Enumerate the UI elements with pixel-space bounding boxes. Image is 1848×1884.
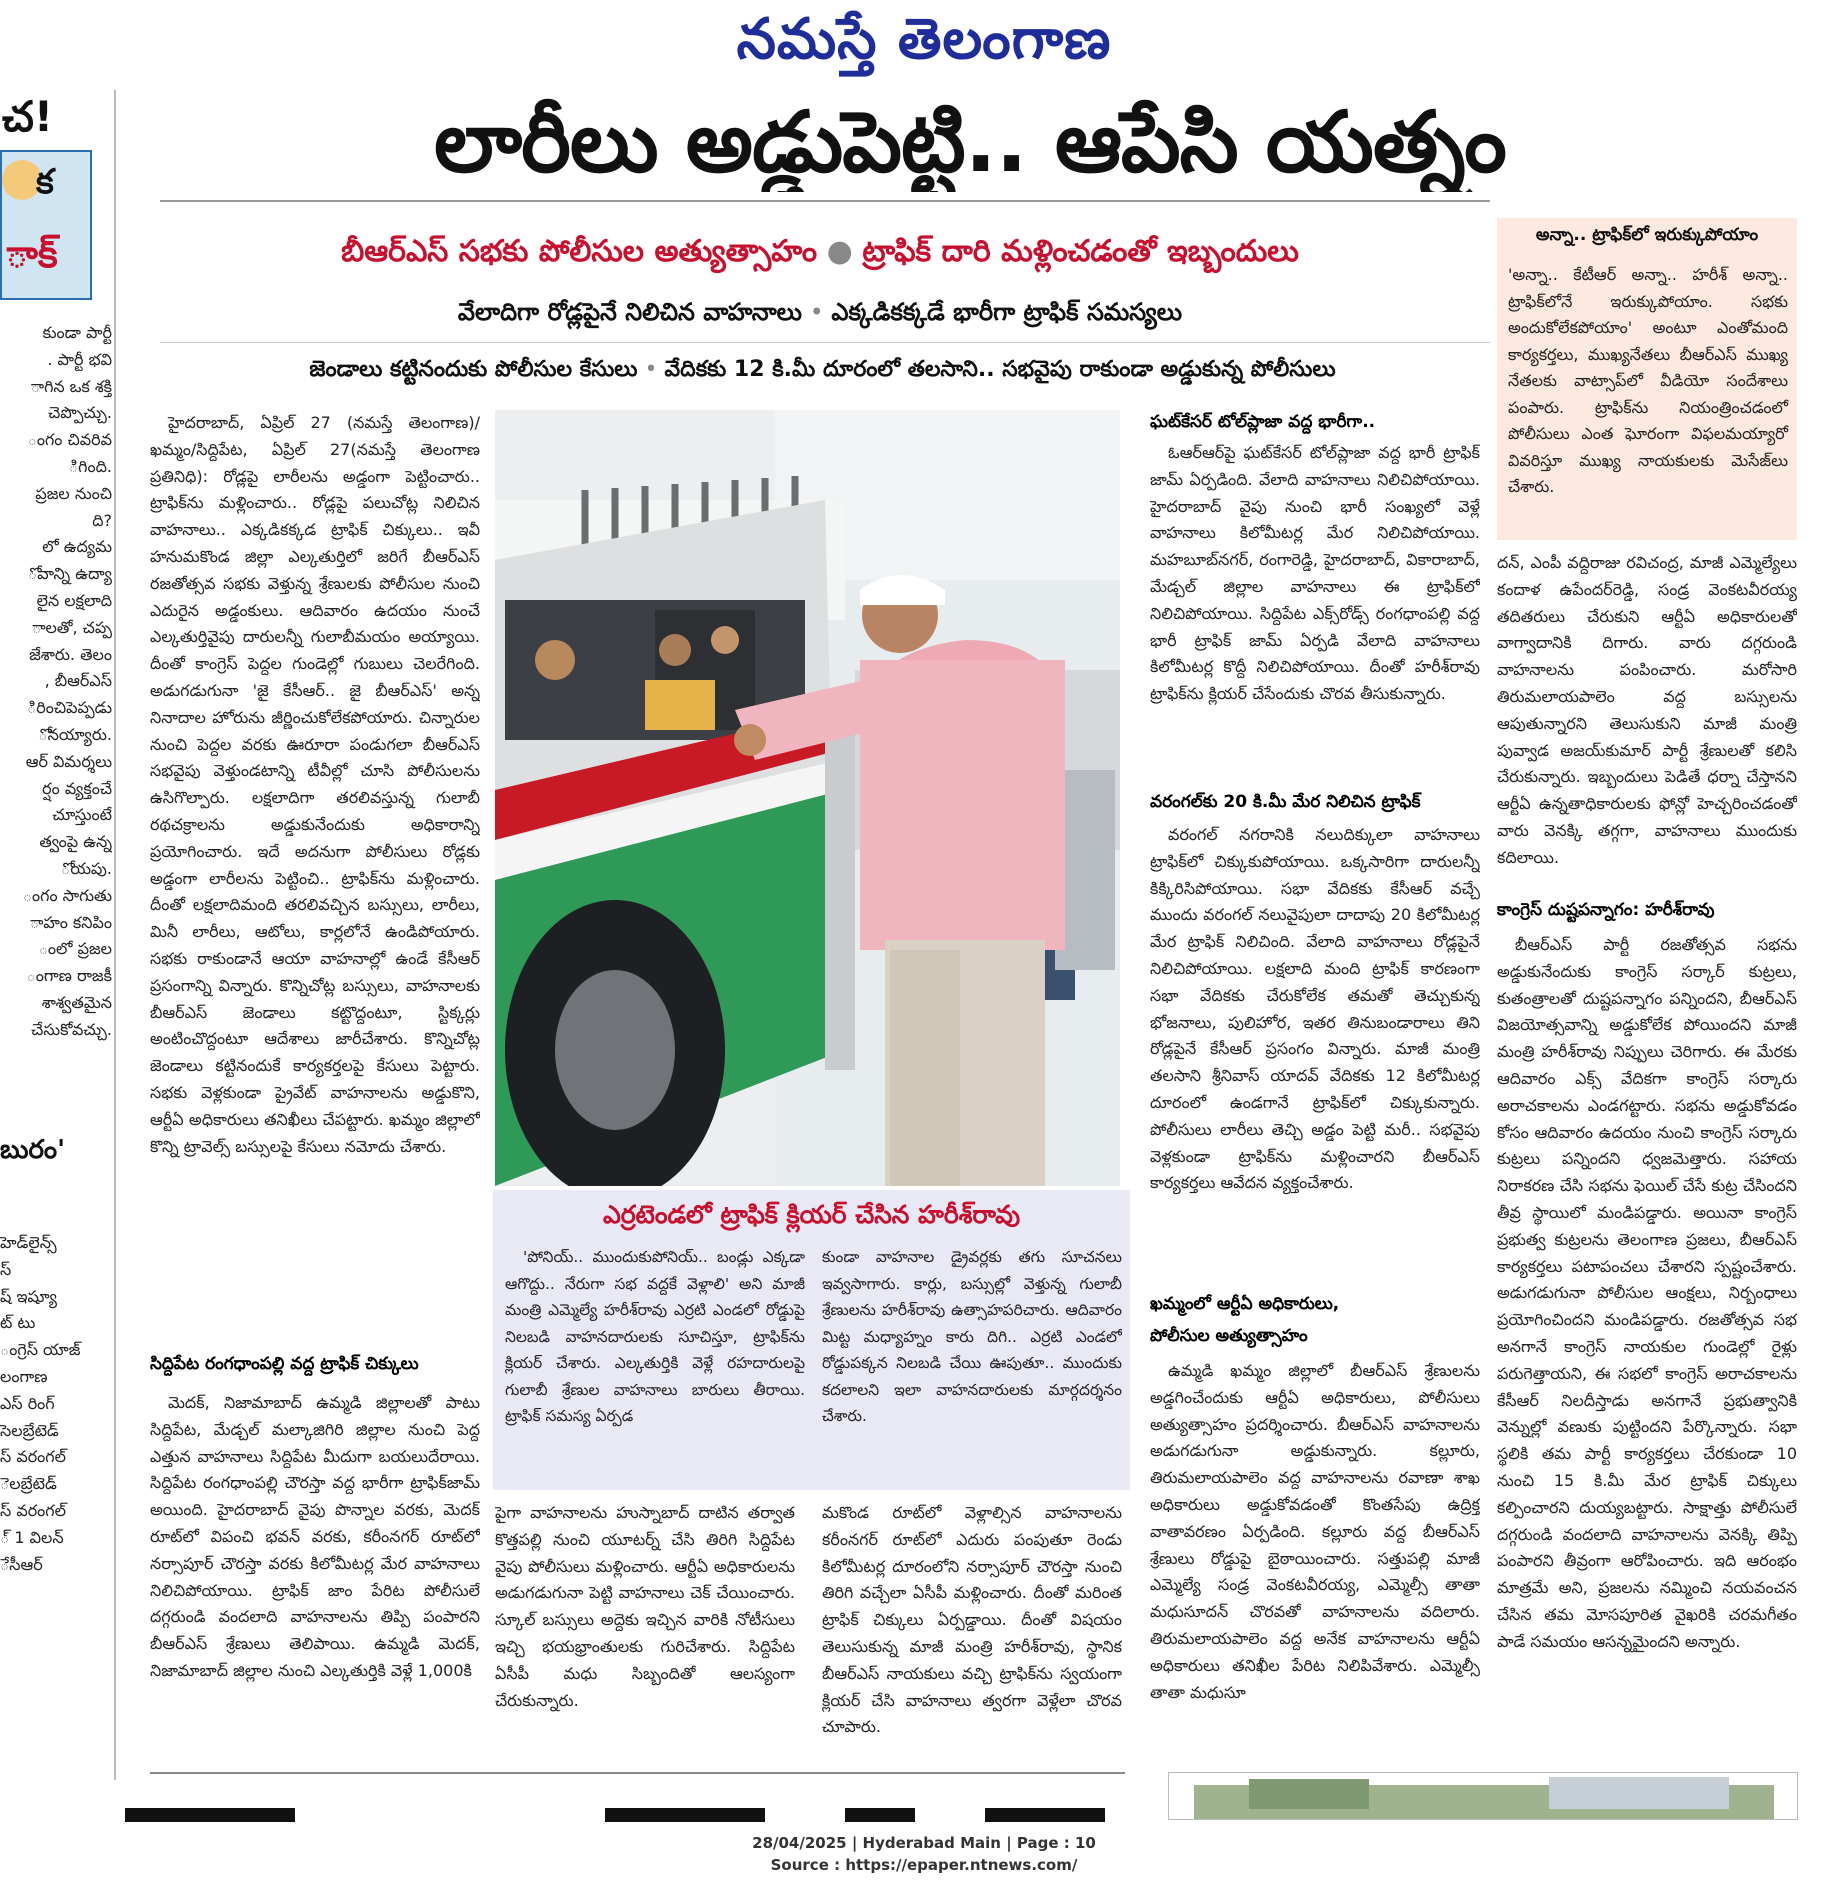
left-strip-line: ఆర్ విమర్శలు (25, 751, 112, 771)
photo-illustration (495, 410, 1120, 1186)
article-col-2b (495, 1500, 795, 1768)
left-strip-fragment: చ! (2, 92, 54, 141)
left-strip-line: ఎస్ రింగ్ (0, 1393, 55, 1413)
deck-red-right: ట్రాఫిక్ దారి మళ్లించడంతో ఇబ్బందులు (862, 234, 1299, 269)
badge-bottom-text: ాక్ (6, 232, 58, 276)
main-headline: లారీలు అడ్డుపెట్టి.. ఆపేసి యత్నం (434, 93, 1506, 191)
col5-paragraph-1: దన్, ఎంపీ వద్దిరాజు రవిచంద్ర, మాజీ ఎమ్మెల్యేలు కందాళ ఉపేందర్‌రెడ్డి, సండ్ర వెంకటవీరయ్య తదితరులు చేరుకుని ఆర్టీఏ అధికారులతో వాగ్వాదానికి దిగారు. వారు దగ్గరుండి వాహనాలను పంపించారు. మరోసారి తిరుమలాయపాలెం వద్ద బస్సులను ఆపుతున్నారని తెలుసుకుని మాజీ మంత్రి పువ్వాడ అజయ్‌కుమార్ పార్టీ శ్రేణులతో కలిసి చేరుకున్నారు. ఇబ్బందులు పెడితే ధర్నా చేస్తానని ఆర్టీఏ ఉన్నతాధికారులకు ఫోన్లో హెచ్చరించడంతో వారు వెనక్కి తగ్గగా, వాహనాలు ముందుకు కదిలాయి. (1497, 553, 1797, 867)
col4-paragraph-3: ఉమ్మడి ఖమ్మం జిల్లాలో బీఆర్ఎస్ శ్రేణులను అడ్డగించేందుకు ఆర్టీఏ అధికారులు, పోలీసులు అత్యుత్సాహం ప్రదర్శించారు. బీఆర్ఎస్ వాహనాలను అడుగడుగునా అడ్డుకున్నారు. కల్లూరు, తిరుమలాయపాలెం వద్ద వాహనాలను రవాణా శాఖ అధికారులు అడ్డుకోవడంతో కొంతసేపు ఉద్రిక్త వాతావరణం ఏర్పడింది. కల్లూరు వద్ద బీఆర్ఎస్ శ్రేణులు రోడ్డుపై బైఠాయించారు. సత్తుపల్లి మాజీ ఎమ్మెల్యే సండ్ర వెంకటవీరయ్య, ఎమ్మెల్సీ తాతా మధుసూదన్ చొరవతో వాహనాలను వదిలారు. తిరుమలాయపాలెం వద్ద అనేక వాహనాలను ఆర్టీఏ అధికారులు తనిఖీల పేరిట నిలిపివేశారు. ఎమ్మెల్సీ తాతా మధుసూ (1150, 1361, 1480, 1702)
bottom-right-photo-strip (1168, 1772, 1798, 1820)
next-headline-cutoff (125, 1808, 1125, 1822)
left-strip-subhead: బురం' (0, 1135, 66, 1165)
left-strip-line: ోయపు. (61, 858, 112, 878)
left-strip-line: లైన లక్షలాది (36, 590, 112, 610)
left-strip-line: ర్షం వ్యక్తంచే (42, 778, 112, 798)
col4-paragraph-1: ఓఆర్ఆర్‌పై ఘట్‌కేసర్ టోల్‌ప్లాజా వద్ద భారీ ట్రాఫిక్ జామ్ ఏర్పడింది. వేలాది వాహనాలు నిలిచిపోయాయి. హైదరాబాద్ వైపు నుంచి భారీ సంఖ్యలో వెళ్లే వాహనాలు కిలోమీటర్ల మేర నిలిచిపోయాయి. మహబూబ్‌నగర్, రంగారెడ్డి, హైదరాబాద్, వికారాబాద్, మేడ్చల్ జిల్లాల వాహనాలు ఈ ట్రాఫిక్‌లో నిలిచిపోయాయి. సిద్దిపేట ఎక్స్‌రోడ్స్ రంగధాంపల్లి వద్ద భారీ ట్రాఫిక్ జామ్ ఏర్పడి వేలాది వాహనాలు కిలోమీటర్ల కొద్దీ నిలిచిపోయాయి. దీంతో హరీశ్‌రావు ట్రాఫిక్‌ను క్లియర్ చేసేందుకు చొరవ తీసుకున్నారు. (1150, 443, 1480, 704)
black-deck-1: వేలాదిగా రోడ్లపైనే నిలిచిన వాహనాలు • ఎక్కడికక్కడే భారీగా ట్రాఫిక్ సమస్యలు (457, 298, 1183, 326)
bottom-rule-left (150, 1772, 1125, 1774)
col4-paragraph-2: వరంగల్ నగరానికి నలుదిక్కులా వాహనాలు ట్రాఫిక్‌లో చిక్కుకుపోయాయి. ఒక్కసారిగా దారులన్నీ కిక్కిరిసిపోయాయి. సభా వేదికకు కేసీఆర్ వచ్చే ముందు వరంగల్ నలువైపులా దాదాపు 20 కిలోమీటర్ల మేర ట్రాఫిక్ నిలిచింది. వేలాది వాహనాలు రోడ్లపైనే నిలిచిపోయాయి. లక్షలాది మంది ట్రాఫిక్ కారణంగా సభా వేదికకు చేరుకోలేక తమతో తెచ్చుకున్న భోజనాలు, పులిహోర, ఇతర తినుబండారాలు తిని రోడ్లపైనే కేసీఆర్ ప్రసంగం విన్నారు. మాజీ మంత్రి తలసాని శ్రీనివాస్ యాదవ్ వేదికకు 12 కిలోమీటర్ల దూరంలో ఉండగానే ట్రాఫిక్‌లో చిక్కుకున్నారు. పోలీసులు లారీలు తెచ్చి అడ్డం పెట్టి మరీ.. సభవైపు వెళ్లకుండా ట్రాఫిక్‌ను మళ్లించారని బీఆర్ఎస్ కార్యకర్తలు ఆవేదన వ్యక్తంచేశారు. (1150, 825, 1480, 1193)
left-strip-line: త్వంపై ఉన్న (39, 832, 112, 852)
sidebar-title: అన్నా.. ట్రాఫిక్‌లో ఇరుక్కుపోయాం (1535, 225, 1759, 245)
left-strip-line: స్ వరంగల్ (0, 1500, 66, 1520)
black-deck-2: జెండాలు కట్టినందుకు పోలీసుల కేసులు • వేదికకు 12 కి.మీ దూరంలో తలసాని.. సభవైపు రాకుండా అడ్డుకున్న పోలీసులు (309, 357, 1336, 382)
caption-text-left (505, 1244, 805, 1476)
red-deck: బీఆర్ఎస్ సభకు పోలీసుల అత్యుత్సాహం ● ట్రాఫిక్ దారి మళ్లించడంతో ఇబ్బందులు (341, 234, 1299, 269)
caption-text-right (822, 1244, 1122, 1476)
left-strip-line: ంగ్రెస్ యాజ్ (0, 1340, 81, 1360)
left-strip-line: సెలబ్రేటెడ్ (0, 1420, 59, 1440)
left-strip-line: ెలబ్రేటెడ్ (0, 1474, 57, 1494)
left-strip-line: ప్రజల నుంచి (35, 483, 112, 503)
article-col-1 (150, 410, 480, 1345)
badge-top-text: క (36, 162, 54, 202)
left-strip-line: ోవాన్ని ఉద్యా (27, 564, 112, 584)
left-strip-line: ంగం సాగుతు (22, 885, 112, 905)
article-col-3b (822, 1500, 1122, 1768)
left-strip-line: ిరించిపెప్పడు (26, 698, 112, 718)
sidebar-text: 'అన్నా.. కేటీఆర్ అన్నా.. హరీశ్ అన్నా.. ట్రాఫిక్‌లోనే ఇరుక్కుపోయాం. సభకు అందుకోలేకపోయాం' అంటూ ఎంతోమంది కార్యకర్తలు, ముఖ్యనేతలు బీఆర్ఎస్ ముఖ్య నేతలకు వాట్సాప్‌లో వీడియో సందేశాలు పంపారు. ట్రాఫిక్‌ను నియంత్రించడంలో పోలీసులు ఎంత ఘోరంగా విఫలమయ్యారో వివరిస్తూ ముఖ్య నాయకులకు మెసేజ్‌లు చేశారు. (1508, 265, 1788, 496)
col1-subhead: సిద్దిపేట రంగధాంపల్లి వద్ద ట్రాఫిక్ చిక్కులు (150, 1354, 419, 1374)
left-strip-line: చూస్తుంటే (52, 805, 112, 825)
col1-paragraph-2: మెదక్, నిజామాబాద్ ఉమ్మడి జిల్లాలతో పాటు సిద్దిపేట, మేడ్చల్ మల్కాజిగిరి జిల్లాల నుంచి పెద్ద ఎత్తున వాహనాలు సిద్దిపేట మీదుగా బయలుదేరాయి. సిద్దిపేట రంగధాంపల్లి చౌరస్తా వద్ద భారీగా ట్రాఫిక్‌జామ్ అయింది. హైదరాబాద్ వైపు పొన్నాల వరకు, మెదక్ రూట్‌లో విపంచి భవన్ వరకు, కరీంనగర్ రూట్‌లో నర్సాపూర్ చౌరస్తా వరకు కిలోమీటర్ల మేర వాహనాలు నిలిచిపోయాయి. ట్రాఫిక్ జాం పేరిట పోలీసులే దగ్గరుండి వందలాది వాహనాలను తిప్పి పంపారని బీఆర్ఎస్ శ్రేణులు తెలిపాయి. ఉమ్మడి మెదక్, నిజామాబాద్ జిల్లాల నుంచి ఎల్కతుర్తికి వెళ్లే 1,000కి (150, 1393, 480, 1680)
left-strip-text-2 (0, 1230, 112, 1750)
left-strip-line: ాలతో, చప్ప (32, 617, 112, 637)
headline-rule (160, 200, 1490, 202)
left-strip-text (0, 320, 112, 1100)
left-strip-line: లంగాణ (0, 1366, 48, 1386)
left-strip-line: ంగం చివరివ (27, 430, 112, 450)
left-strip-line: చేసుకోవచ్చు. (31, 1019, 112, 1039)
news-photo (495, 410, 1120, 1186)
col2b-paragraph: పైగా వాహనాలను హుస్నాబాద్ దాటిన తర్వాత కొత్తపల్లి నుంచి యూటర్న్ చేసి తిరిగి సిద్దిపేట వైపు పోలీసులు మళ్లించారు. ఆర్టీఏ అధికారులను అడుగడుగునా పెట్టి వాహనాలు చెక్ చేయించారు. స్కూల్ బస్సులు అద్దెకు ఇచ్చిన వారికి నోటీసులు ఇచ్చి భయభ్రాంతులకు గురిచేశారు. సిద్దిపేట ఏసీపీ మధు సిబ్బందితో ఆలస్యంగా చేరుకున్నారు. (495, 1503, 795, 1710)
col1-paragraph-1: హైదరాబాద్, ఏప్రిల్ 27 (నమస్తే తెలంగాణ)/ఖమ్మం/సిద్దిపేట, ఏప్రిల్ 27(నమస్తే తెలంగాణ ప్రతినిధి): రోడ్లపై లారీలను అడ్డంగా పెట్టించారు.. ట్రాఫిక్‌ను మళ్లించారు.. రోడ్లపై పలుచోట్ల నిలిచిన వాహనాలు.. ఎక్కడికక్కడ ట్రాఫిక్ చిక్కులు.. ఇవీ హనుమకొండ జిల్లా ఎల్కతుర్తిలో జరిగే బీఆర్ఎస్ రజతోత్సవ సభకు వెళ్తున్న శ్రేణులకు పోలీసుల నుంచి ఎదురైన అడ్డంకులు. ఆదివారం ఉదయం నుంచే ఎల్కతుర్తివైపు దారులన్నీ గులాబీమయం అయ్యాయి. దీంతో కాంగ్రెస్ పెద్దల గుండెల్లో గుబులు చెలరేగింది. అడుగడుగునా 'జై కేసీఆర్.. జై బీఆర్ఎస్' అన్న నినాదాల హోరును జీర్ణించుకోలేకపోయారు. చిన్నారుల నుంచి పెద్దల వరకు ఊరూరా పండుగలా బీఆర్ఎస్ సభవైపు వెళ్తుండటాన్ని టీవీల్లో చూసి పోలీసులను ఉసిగొల్పారు. లక్షలాదిగా తరలివస్తున్న గులాబీ రథచక్రాలను అడ్డుకునేందుకు అధికారాన్ని ప్రయోగించారు. ఇదే అదనుగా పోలీసులు రోడ్లకు అడ్డంగా లారీలను పెట్టించి.. ట్రాఫిక్‌ను మళ్లించారు. దీంతో లక్షలాదిమంది తరలివచ్చిన బస్సులు, లారీలు, మినీ లారీలు, ఆటోలు, కార్లలోనే ఉండిపోయారు. సభకు రాకుండానే ఆయా వాహనాల్లో ఉండే కేసీఆర్ ప్రసంగాన్ని విన్నారు. కొన్నిచోట్ల బస్సులు, వాహనాలకు బీఆర్ఎస్ జెండాలు కట్టొద్దంటూ, స్టిక్కర్లు అంటించొద్దంటూ ఆదేశాలు జారీచేశారు. కొన్నిచోట్ల జెండాలు కట్టినందుకే కార్యకర్తలపై కేసులు పెట్టారు. సభకు వెళ్లకుండా ప్రైవేట్ వాహనాలను అడ్డుకొని, ఆర్టీఏ అధికారులు తనిఖీలు చేపట్టారు. ఖమ్మం జిల్లాలో కొన్ని ట్రావెల్స్ బస్సులపై కేసులు నమోదు చేశారు. (150, 413, 480, 1156)
left-strip-line: ట్ టు (0, 1313, 36, 1333)
deck-black1-left: వేలాదిగా రోడ్లపైనే నిలిచిన వాహనాలు (457, 298, 802, 326)
left-strip-line: , బీఆర్ఎస్ (44, 671, 112, 691)
left-strip-line: జేశారు. తెలం (29, 644, 112, 664)
left-strip-line: లో ఉద్యమ (42, 537, 112, 557)
deck-rule (160, 342, 1490, 343)
col4-subhead-2: వరంగల్‌కు 20 కి.మీ మేర నిలిచిన ట్రాఫిక్ (1150, 792, 1421, 812)
left-strip-line: ిగింది. (68, 456, 112, 476)
left-strip-line: ్ 1 విలన్ (0, 1527, 64, 1547)
left-strip-line: ేసీఆర్ (0, 1554, 43, 1574)
left-strip-line: ది? (92, 510, 112, 530)
footer-source: Source : https://epaper.ntnews.com/ (770, 1856, 1078, 1874)
left-strip-line: హెడ్‌లైన్స్ (0, 1233, 57, 1252)
left-strip-line: శాశ్వతమైన (41, 992, 112, 1012)
left-strip-line: ోనయ్యారు. (38, 724, 112, 744)
article-col-4c (1150, 1358, 1480, 1768)
caption-title: ఎర్రటెండలో ట్రాఫిక్ క్లియర్ చేసిన హరీశ్‌రావు (602, 1200, 1021, 1229)
left-strip-line: చెప్పొచ్చు. (48, 403, 112, 423)
article-col-4a (1150, 440, 1480, 764)
deck-black1-right: ఎక్కడికక్కడే భారీగా ట్రాఫిక్ సమస్యలు (831, 298, 1183, 326)
left-strip-line: ాగిన ఒక శక్తి (30, 376, 112, 396)
left-strip-line: కుండా పార్టీ (42, 323, 112, 342)
caption-right-paragraph: కుండా వాహనాల డ్రైవర్లకు తగు సూచనలు ఇవ్వసాగారు. కార్లు, బస్సుల్లో వెళ్తున్న గులాబీ శ్రేణులను హరీశ్‌రావు ఉత్సాహపరిచారు. ఆదివారం మిట్ట మధ్యాహ్నం కారు దిగి.. ఎర్రటి ఎండలో రోడ్డుపక్కన నిలబడి చేయి ఊపుతూ.. ముందుకు కదలాలని ఇలా వాహనదారులకు మార్గదర్శనం చేశారు. (822, 1248, 1122, 1425)
article-col-1b (150, 1390, 480, 1765)
left-strip-line: . పార్టీ భవి (47, 349, 112, 369)
left-strip-line: స్ (0, 1259, 12, 1279)
deck-black2-left: జెండాలు కట్టినందుకు పోలీసుల కేసులు (309, 357, 638, 382)
article-col-5a (1497, 550, 1797, 885)
col4-subhead-3b: పోలీసుల అత్యుత్సాహం (1150, 1326, 1308, 1346)
caption-left-paragraph: 'పోనియ్.. ముందుకుపోనియ్.. బండ్లు ఎక్కడా ఆగొద్దు.. నేరుగా సభ వద్దకే వెళ్లాలి' అని మాజీ మంత్రి ఎమ్మెల్యే హరీశ్‌రావు ఎర్రటి ఎండలో రోడ్డుపై నిలబడి వాహనదారులకు సూచిస్తూ, ట్రాఫిక్‌ను క్లియర్ చేశారు. ఎల్కతుర్తికి వెళ్లే రహదారులపై గులాబీ శ్రేణుల వాహనాలు బారులు తీరాయి. ట్రాఫిక్ సమస్య ఏర్పడ (505, 1248, 805, 1425)
left-strip-line: స్ వరంగల్ (0, 1447, 66, 1467)
col3b-paragraph: మకొండ రూట్‌లో వెళ్లాల్సిన వాహనాలను కరీంనగర్ రూట్‌లో ఎదురు పంపుతూ రెండు కిలోమీటర్ల దూరంలోని నర్సాపూర్ చౌరస్తా నుంచి తిరిగి వచ్చేలా ఏసీపీ మళ్లించారు. దీంతో మరింత ట్రాఫిక్ చిక్కులు ఏర్పడ్డాయి. దీంతో విషయం తెలుసుకున్న మాజీ మంత్రి హరీశ్‌రావు, స్థానిక బీఆర్ఎస్ నాయకులు వచ్చి ట్రాఫిక్‌ను స్వయంగా క్లియర్ చేసి వాహనాలు త్వరగా వెళ్లేలా చొరవ చూపారు. (822, 1503, 1122, 1737)
col5-subhead: కాంగ్రెస్ దుష్టపన్నాగం: హరీశ్‌రావు (1497, 900, 1715, 920)
deck-black2-right: వేదికకు 12 కి.మీ దూరంలో తలసాని.. సభవైపు రాకుండా అడ్డుకున్న పోలీసులు (664, 357, 1336, 382)
left-strip-line: ాహం కనిపిం (29, 912, 112, 932)
masthead-logo: నమస్తే తెలంగాణ (736, 6, 1112, 72)
deck-red-left: బీఆర్ఎస్ సభకు పోలీసుల అత్యుత్సాహం (341, 234, 818, 269)
left-strip-badge (0, 150, 92, 300)
left-strip-line: ంగాణ రాజకీ (26, 966, 112, 986)
col4-subhead-1: ఘట్‌కేసర్ టోల్‌ప్లాజా వద్ద భారీగా.. (1150, 412, 1376, 432)
page-footer (0, 1832, 1848, 1876)
article-col-4b (1150, 822, 1480, 1308)
col4-subhead-3a: ఖమ్మంలో ఆర్టీఏ అధికారులు, (1150, 1294, 1340, 1314)
left-strip-line: ష్ ఇష్యూ (0, 1286, 57, 1306)
article-col-5b (1497, 932, 1797, 1748)
footer-date-edition: 28/04/2025 | Hyderabad Main | Page : 10 (752, 1834, 1096, 1852)
left-strip-line: ంలో ప్రజల (38, 939, 112, 959)
col5-paragraph-2: బీఆర్ఎస్ పార్టీ రజతోత్సవ సభను అడ్డుకునేందుకు కాంగ్రెస్ సర్కార్ కుట్రలు, కుతంత్రాలతో దుష్టపన్నాగం పన్నిందని, బీఆర్ఎస్ విజయోత్సవాన్ని అడ్డుకోలేక పోయిందని మాజీ మంత్రి హరీశ్‌రావు నిప్పులు చెరిగారు. ఈ మేరకు ఆదివారం ఎక్స్ వేదికగా కాంగ్రెస్ సర్కారు అరాచకాలను ఎండగట్టారు. సభను అడ్డుకోవడం కోసం ఆదివారం ఉదయం నుంచి కాంగ్రెస్ సర్కారు కుట్రలు పన్నిందని ధ్వజమెత్తారు. సహాయ నిరాకరణ చేసి సభను ఫెయిల్ చేసే కుట్ర చేసిందని తీవ్ర స్థాయిలో మండిపడ్డారు. అయినా కాంగ్రెస్ ప్రభుత్వ కుట్రలను తెలంగాణ ప్రజలు, బీఆర్ఎస్ కార్యకర్తలు పటాపంచలు చేశారని స్పష్టంచేశారు. అడుగడుగునా పోలీసుల ఆంక్షలు, నిర్బంధాలు ప్రయోగించిందని మండిపడ్డారు. రజతోత్సవ సభ అనగానే కాంగ్రెస్ నాయకుల గుండెల్లో రైళ్లు పరుగెత్తాయని, ఈ సభలో కాంగ్రెస్ అరాచకాలను కేసీఆర్ నిలదీస్తాడు అనగానే ప్రభుత్వానికి వెన్నుల్లో వణుకు పుట్టిందని పేర్కొన్నారు. సభా స్థలికి తమ పార్టీ కార్యకర్తలు చేరకుండా 10 నుంచి 15 కి.మీ మేర ట్రాఫిక్ చిక్కులు కల్పించారని దుయ్యబట్టారు. సాక్షాత్తు పోలీసులే దగ్గరుండి వందలాది వాహనాలను వెనక్కి తిప్పి పంపారని తీవ్రంగా ఆరోపించారు. ఇది ఆరంభం మాత్రమే అని, ప్రజలను నమ్మించి నయవంచన చేసిన తమ మోసపూరిత వైఖరికి చరమగీతం పాడే సమయం ఆసన్నమైందని అన్నారు. (1497, 935, 1797, 1651)
